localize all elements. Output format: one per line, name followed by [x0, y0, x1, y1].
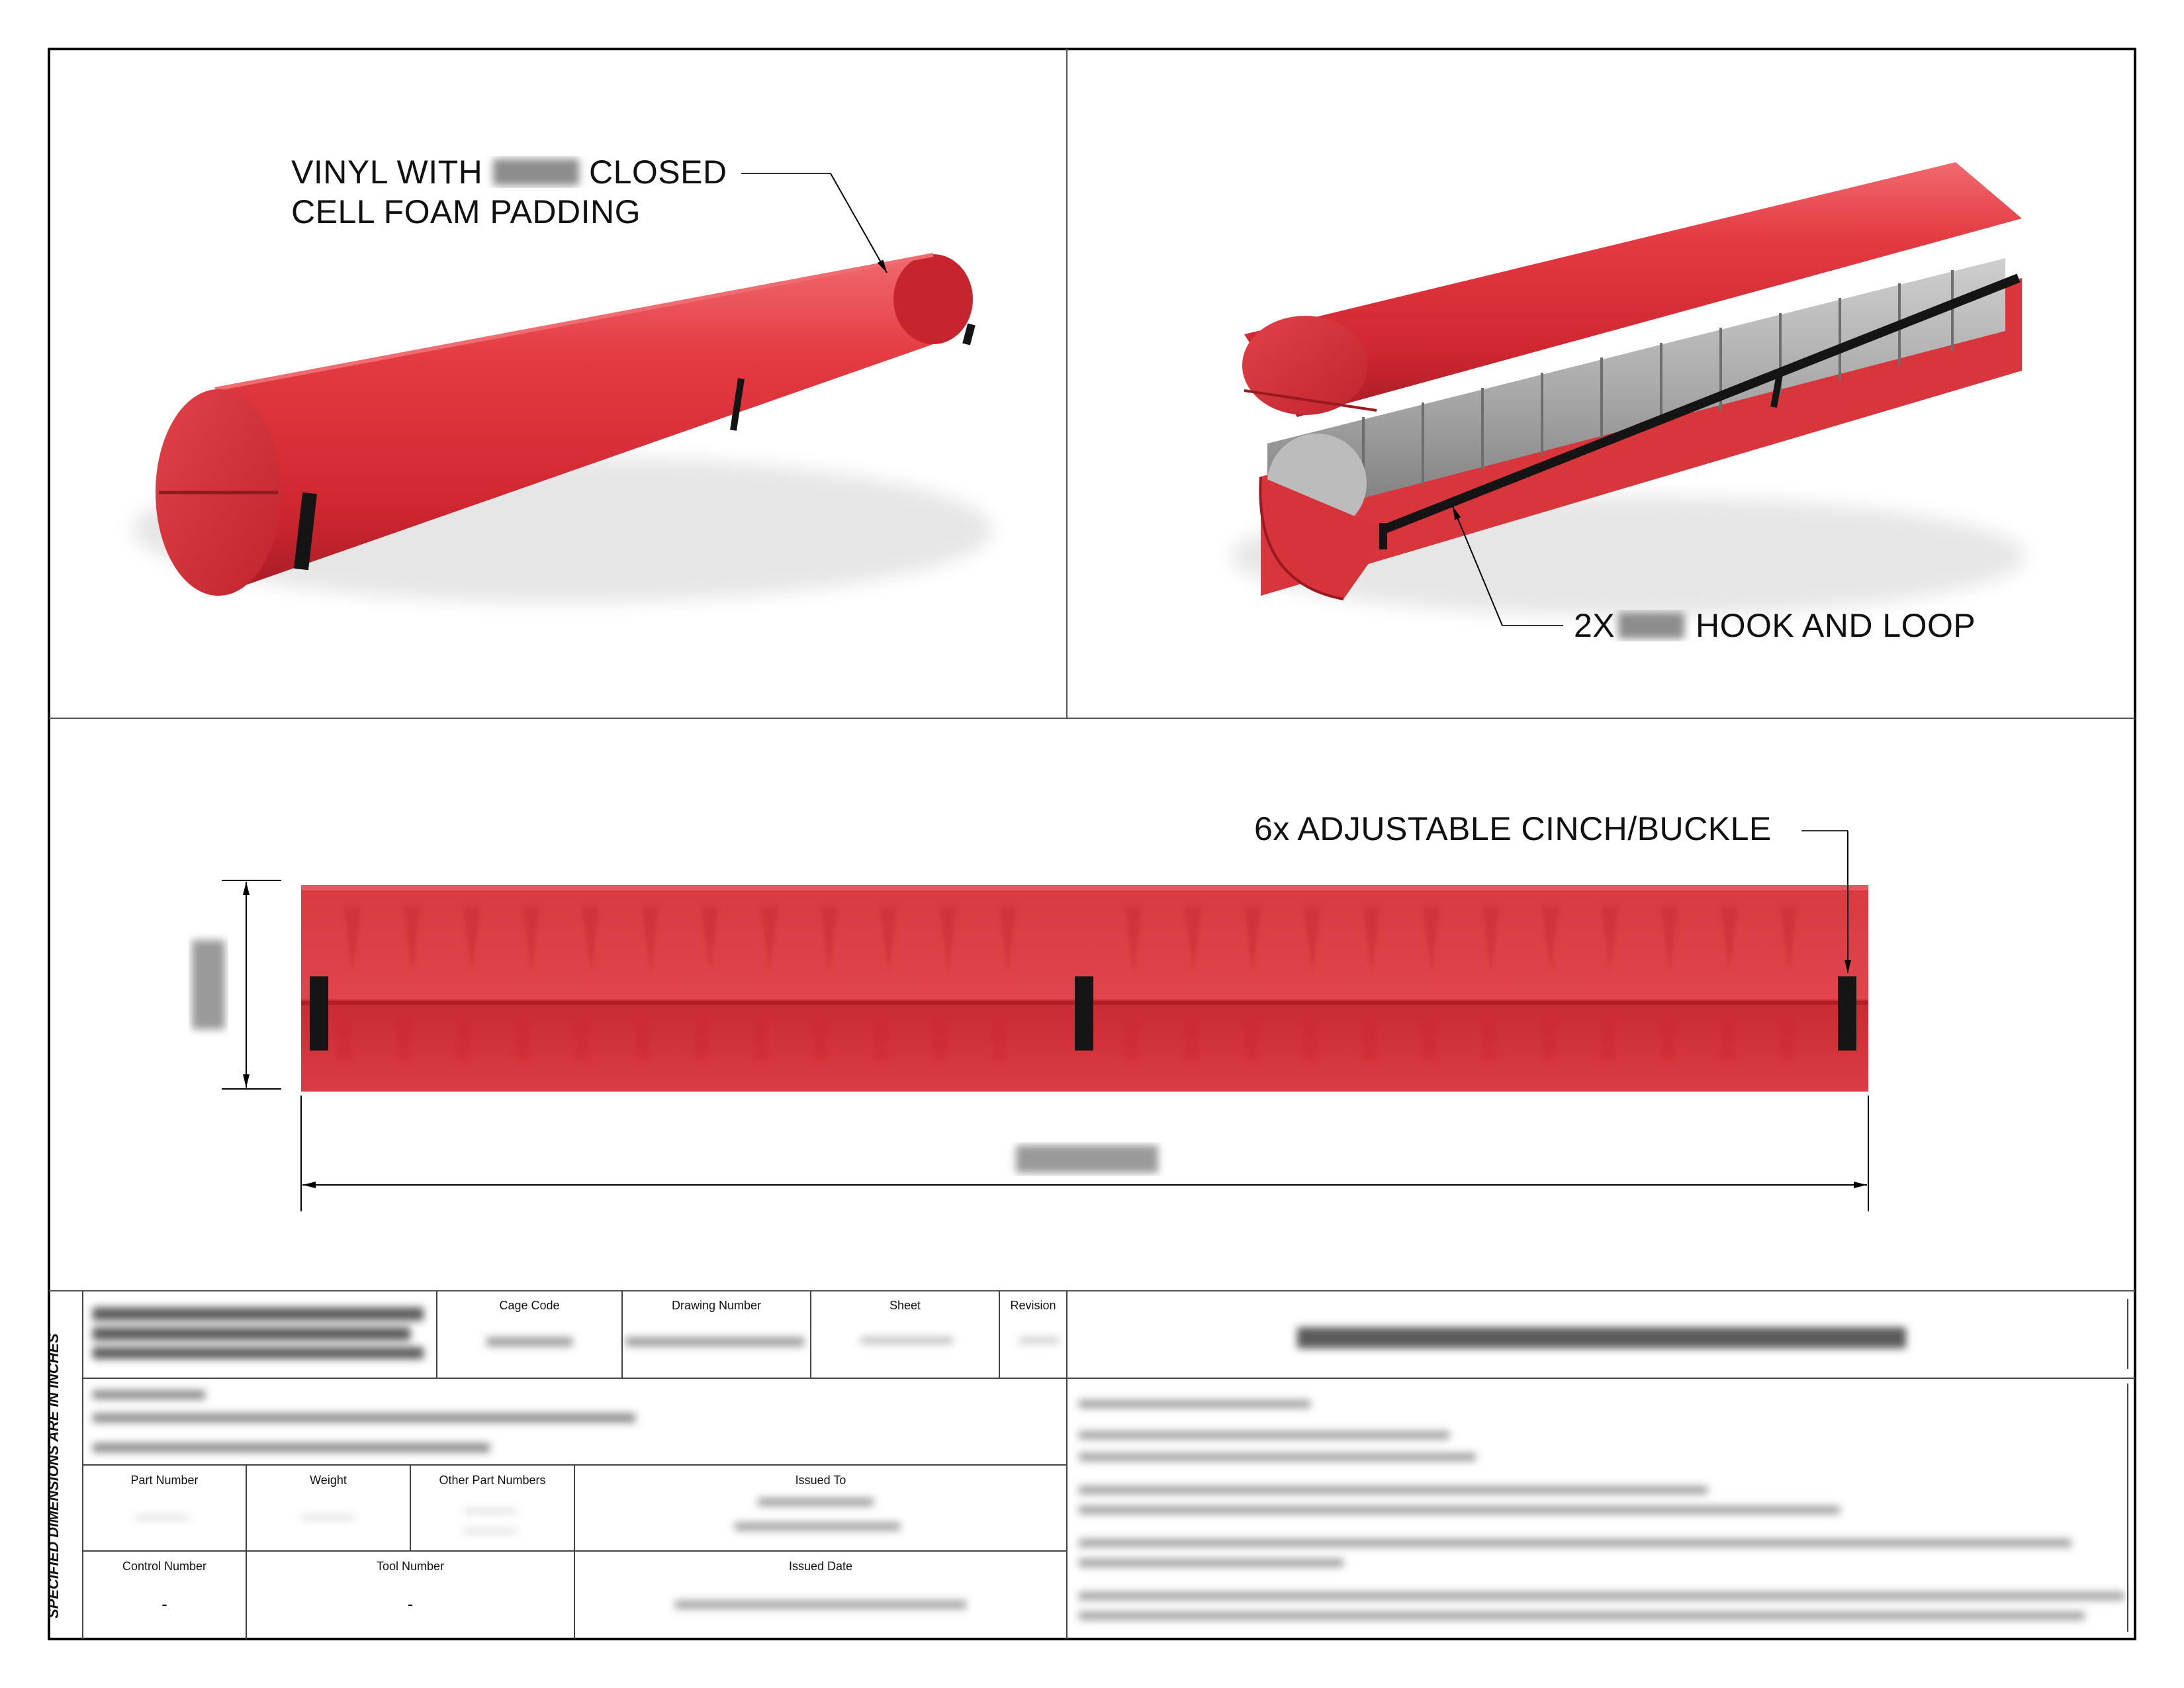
control-number-value: -	[161, 1594, 167, 1614]
cinch-buckle-left	[310, 976, 328, 1051]
vinyl-callout-text-2: CELL FOAM PADDING	[291, 193, 641, 230]
hook-callout-text-b: HOOK AND LOOP	[1696, 607, 1976, 644]
dimensions-note: SPECIFIED DIMENSIONS ARE IN INCHES	[45, 1333, 62, 1618]
strap-3	[966, 324, 972, 344]
height-dimension	[192, 880, 281, 1089]
issued-date-label: Issued Date	[788, 1560, 853, 1573]
cinch-buckle-center	[1075, 976, 1093, 1051]
vinyl-leader-arrow	[831, 173, 887, 273]
redaction-hook-size	[1618, 612, 1684, 639]
redaction-height-value	[192, 940, 225, 1029]
revision-label: Revision	[1010, 1299, 1056, 1312]
drawing-number-label: Drawing Number	[671, 1299, 762, 1312]
tool-number-value: -	[407, 1594, 414, 1614]
part-number-label: Part Number	[130, 1474, 199, 1487]
closed-pad-render	[132, 254, 993, 602]
hook-callout-text-a: 2X	[1574, 607, 1615, 644]
other-part-numbers-label: Other Part Numbers	[439, 1474, 546, 1487]
side-view-pad	[301, 885, 1868, 1092]
cinch-callout-text: 6x ADJUSTABLE CINCH/BUCKLE	[1254, 810, 1772, 847]
control-number-label: Control Number	[122, 1560, 207, 1573]
redaction-vinyl-thickness	[493, 159, 579, 185]
sheet-label: Sheet	[889, 1299, 921, 1312]
tool-number-label: Tool Number	[376, 1560, 445, 1573]
issued-to-label: Issued To	[795, 1474, 846, 1487]
vinyl-callout-text-1a: VINYL WITH	[291, 154, 483, 191]
cinch-buckle-right	[1838, 976, 1856, 1051]
weight-label: Weight	[310, 1474, 347, 1487]
open-pad-render	[1231, 162, 2025, 616]
length-dimension	[301, 1096, 1868, 1211]
cage-code-label: Cage Code	[499, 1299, 560, 1312]
vinyl-callout-text-1b: CLOSED	[589, 154, 727, 191]
strap-1	[301, 493, 310, 569]
redaction-length-value	[1016, 1145, 1158, 1173]
